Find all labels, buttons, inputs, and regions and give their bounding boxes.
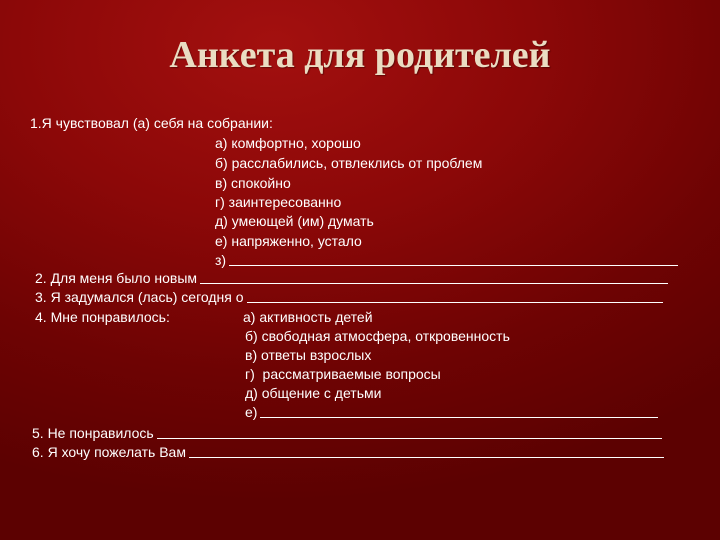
question-1-label: 1.Я чувствовал (а) себя на собрании:: [30, 115, 273, 131]
slide-title: Анкета для родителей: [169, 34, 551, 76]
question-1-option-g: г) заинтересованно: [215, 194, 342, 210]
question-4-option-v: в) ответы взрослых: [245, 347, 372, 363]
question-6-label: 6. Я хочу пожелать Вам: [32, 444, 186, 460]
question-3: [35, 288, 663, 306]
question-1-option-e: е) напряженно, устало: [215, 233, 362, 249]
answer-blank: [247, 288, 663, 303]
answer-blank: [189, 443, 664, 458]
answer-blank: [229, 251, 678, 266]
question-1-option-d: д) умеющей (им) думать: [215, 213, 374, 229]
question-1-option-z: [215, 251, 678, 269]
question-4-option-d: д) общение с детьми: [245, 385, 382, 401]
question-2-label: 2. Для меня было новым: [35, 270, 198, 286]
question-5-label: 5. Не понравилось: [32, 425, 154, 441]
answer-blank: [260, 403, 658, 418]
question-1-option-z-label: з): [215, 252, 227, 268]
question-4-option-e: [245, 403, 658, 421]
question-5: [32, 424, 662, 442]
question-1-option-a: а) комфортно, хорошо: [215, 135, 361, 151]
question-4-option-a: а) активность детей: [243, 309, 373, 325]
question-4-option-g: г) рассматриваемые вопросы: [245, 366, 441, 382]
question-6: [32, 443, 664, 461]
question-4-label: 4. Мне понравилось:: [35, 309, 170, 325]
answer-blank: [157, 424, 662, 439]
answer-blank: [200, 269, 668, 284]
question-3-label: 3. Я задумался (лась) сегодня о: [35, 289, 244, 305]
question-2: [35, 269, 668, 287]
question-4-option-b: б) свободная атмосфера, откровенность: [245, 328, 510, 344]
question-1-option-b: б) расслабились, отвлеклись от проблем: [215, 155, 483, 171]
question-4-option-e-label: е): [245, 404, 258, 420]
question-1-option-v: в) спокойно: [215, 175, 291, 191]
